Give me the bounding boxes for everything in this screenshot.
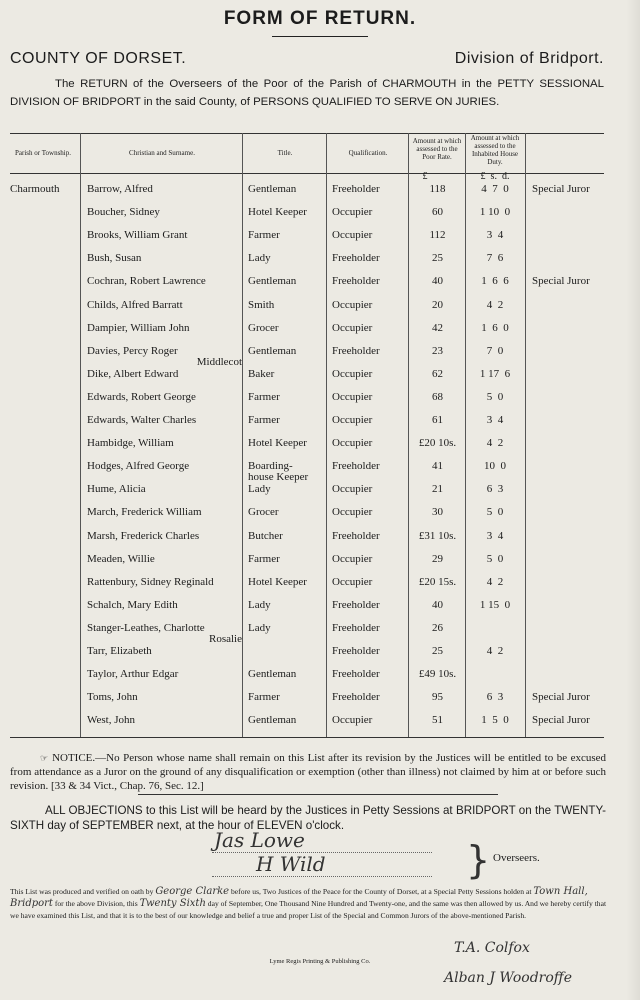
row-rate: £20 10s. [418,437,457,450]
row-name: Toms, John [87,691,138,704]
row-duty: 5 0 [486,506,504,519]
row-title: Smith [248,298,275,311]
row-name: Brooks, William Grant [87,229,188,242]
row-title: Farmer [248,390,280,403]
row-title: Farmer [248,229,280,242]
overseer-signature: H Wild [256,852,326,876]
row-name: West, John [87,714,136,727]
row-title: Farmer [248,691,280,704]
county-heading: COUNTY OF DORSET. [10,50,187,67]
row-title: Hotel Keeper [248,437,307,450]
row-duty: 1 10 0 [479,206,511,219]
verification-part: day of September, One Thousand Nine Hundred and Twenty-one, and the same was then allowed by us. And we hereby certify that we have examined this List, and that it is to the best of our knowledge and belief a true and proper List of the Special and Common Jurors of the above-mentioned Parish. [10,899,607,920]
row-name: March, Frederick William [87,506,202,519]
signature-line [212,876,432,877]
row-duty: 3 4 [486,529,504,542]
row-duty: 1 17 6 [479,367,511,380]
row-title: Farmer [248,552,280,565]
row-rate: 95 [432,691,443,704]
row-name: Meaden, Willie [87,552,155,565]
row-note: Special Juror [532,183,590,195]
row-rate: 40 [432,598,443,611]
row-qual: Freeholder [332,598,380,611]
form-title: FORM OF RETURN. [223,8,417,29]
row-name: Childs, Alfred Barratt [87,298,183,311]
row-qual: Freeholder [332,275,380,288]
row-duty: 4 2 [486,298,504,311]
row-title: Boarding- [248,460,293,473]
row-name: Davies, Percy Roger [87,344,178,357]
row-rate: 62 [432,367,443,380]
row-title: Hotel Keeper [248,206,307,219]
pointing-hand-icon: ☞ [40,753,49,763]
row-name: Taylor, Arthur Edgar [87,668,179,681]
row-duty: 7 0 [486,344,504,357]
parish-name: Charmouth [10,183,60,195]
verification-part: This List was produced and verified on oath by [10,887,154,896]
row-rate: £49 10s. [418,668,457,681]
row-duty: 6 3 [486,483,504,496]
row-rate: 61 [432,414,443,426]
house-duty-units: £ s. d. [480,171,510,182]
printer-imprint: Lyme Regis Printing & Publishing Co. [269,958,371,965]
header-house-duty: Amount at which assessed to the Inhabited House Duty. [470,134,520,166]
row-title: Gentleman [248,344,297,357]
row-qual: Occupier [332,229,373,242]
row-qual: Occupier [332,390,373,403]
row-duty: 5 0 [486,390,504,403]
row-title: Baker [248,367,275,380]
row-qual: Freeholder [332,621,380,634]
header-name: Christian and Surname. [129,149,195,157]
row-duty: 1 6 0 [481,321,509,334]
row-rate: 25 [432,252,443,265]
row-title: Grocer [248,506,279,519]
row-qual: Occupier [332,367,373,380]
row-rate: 118 [429,183,446,195]
row-qual: Freeholder [332,344,380,357]
row-rate: 23 [432,344,443,357]
row-name-continuation: Middlecot [196,355,242,368]
col-divider [80,133,81,737]
division-heading: Division of Bridport. [454,50,604,67]
row-duty: 1 6 6 [481,275,509,288]
row-rate: 26 [432,621,443,634]
row-rate: 30 [432,506,443,519]
row-title: Gentleman [248,275,297,288]
row-qual: Occupier [332,414,373,426]
sessions-day: Twenty Sixth [139,898,206,909]
row-title-continuation: house Keeper [248,471,309,484]
paper-fold-shadow [626,0,640,1000]
row-title: Grocer [248,321,279,334]
row-name: Stanger-Leathes, Charlotte [87,621,205,634]
sessions-place: Town Hall, Bridport [10,886,588,909]
witness-signature: George Clarke [155,886,230,897]
return-intro: The RETURN of the Overseers of the Poor of the Parish of CHARMOUTH in the PETTY SESSIONAL DIVISION OF BRIDPORT in the said County, of PERSONS QUALIFIED TO SERVE ON JURIES. [10,78,604,108]
header-poor-rate: Amount at which assessed to the Poor Rate. [412,137,462,161]
poor-rate-unit: £ [422,171,428,182]
row-rate: 20 [432,298,443,311]
row-title: Lady [248,598,271,611]
row-qual: Freeholder [332,252,380,265]
justice-signature: Alban J Woodroffe [444,970,573,986]
verification-part: for the above Division, this [54,899,138,908]
notice [10,751,606,793]
row-rate: 42 [432,321,443,334]
row-rate: 112 [429,229,446,242]
row-note: Special Juror [532,691,590,704]
row-qual: Occupier [332,206,373,219]
row-qual: Occupier [332,298,373,311]
row-duty: 3 4 [486,414,504,426]
justice-signature: T.A. Colfox [454,940,530,956]
title-rule [272,36,368,37]
row-qual: Occupier [332,437,373,450]
overseers-label: Overseers. [493,852,540,864]
col-divider [326,133,327,737]
row-duty: 5 0 [486,552,504,565]
row-rate: 41 [432,460,443,473]
header-title: Title. [277,149,293,157]
row-duty: 6 3 [486,691,504,704]
overseer-signature: Jas Lowe [214,828,305,852]
row-title: Gentleman [248,668,297,681]
row-title: Lady [248,252,271,265]
row-qual: Freeholder [332,529,380,542]
row-name: Dike, Albert Edward [87,367,179,380]
header-parish: Parish or Township. [15,149,71,157]
row-name: Hambidge, William [87,437,174,450]
row-name-continuation: Rosalie [209,632,242,645]
row-rate: £20 15s. [418,575,457,588]
row-duty: 4 2 [486,437,504,450]
row-name: Barrow, Alfred [87,183,153,195]
col-divider [242,133,243,737]
row-duty: 3 4 [486,229,504,242]
row-qual: Occupier [332,483,373,496]
verification-part: before us, Two Justices of the Peace for the County of Dorset, at a Special Petty Sessions holden at [231,887,532,896]
row-name: Edwards, Robert George [87,390,196,403]
row-title: Lady [248,483,271,496]
row-name: Tarr, Elizabeth [87,645,152,657]
col-divider [408,133,409,737]
row-rate: 60 [432,206,443,219]
col-divider [525,133,526,737]
row-title: Gentleman [248,183,297,195]
row-title: Butcher [248,529,283,542]
row-qual: Occupier [332,321,373,334]
row-rate: 51 [432,714,443,727]
row-qual: Occupier [332,506,373,519]
row-title: Gentleman [248,714,297,727]
row-qual: Occupier [332,714,373,727]
row-qual: Freeholder [332,460,380,473]
row-rate: 21 [432,483,443,496]
row-qual: Freeholder [332,691,380,704]
brace: } [466,838,491,882]
row-name: Schalch, Mary Edith [87,598,178,611]
row-name: Cochran, Robert Lawrence [87,275,206,288]
row-duty: 4 2 [486,575,504,588]
row-name: Dampier, William John [87,321,190,334]
row-duty: 1 15 0 [479,598,511,611]
notice-text: NOTICE.—No Person whose name shall remain on this List after its revision by the Justices will be entitled to be excused from attendance as a Juror on the ground of any disqualification or exemption (other than illness) not claimed by him at or before such revision. [33 & 34 Vict., Chap. 76, Sec. 12.] [10,752,606,792]
notice-rule [138,794,498,795]
row-duty: 10 0 [484,460,506,473]
row-title: Hotel Keeper [248,575,307,588]
row-title: Lady [248,621,271,634]
row-qual: Occupier [332,575,373,588]
verification-text [10,886,610,922]
row-rate: 40 [432,275,443,288]
row-qual: Freeholder [332,645,380,657]
row-note: Special Juror [532,714,590,727]
row-qual: Occupier [332,552,373,565]
row-name: Boucher, Sidney [87,206,160,219]
row-title: Farmer [248,414,280,426]
header-qualification: Qualification. [348,149,388,157]
row-rate: 25 [432,645,443,657]
row-rate: 29 [432,552,443,565]
row-qual: Freeholder [332,668,380,681]
row-note: Special Juror [532,275,590,288]
row-name: Rattenbury, Sidney Reginald [87,575,214,588]
row-name: Edwards, Walter Charles [87,414,197,426]
row-name: Hume, Alicia [87,483,146,496]
row-duty: 4 7 0 [481,183,509,195]
jurors-table [0,133,640,738]
table-bottom-rule [10,737,604,738]
row-name: Bush, Susan [87,252,142,265]
row-duty: 7 6 [486,252,504,265]
row-rate: 68 [432,390,443,403]
row-duty: 4 2 [486,645,504,657]
row-duty: 1 5 0 [481,714,509,727]
row-rate: £31 10s. [418,529,457,542]
row-name: Hodges, Alfred George [87,460,190,473]
objections-text: ALL OBJECTIONS to this List will be heard by the Justices in Petty Sessions at BRIDPORT on the TWENTY-SIXTH day of SEPTEMBER next, at the hour of ELEVEN o'clock. [10,804,606,832]
row-name: Marsh, Frederick Charles [87,529,200,542]
row-qual: Freeholder [332,183,380,195]
